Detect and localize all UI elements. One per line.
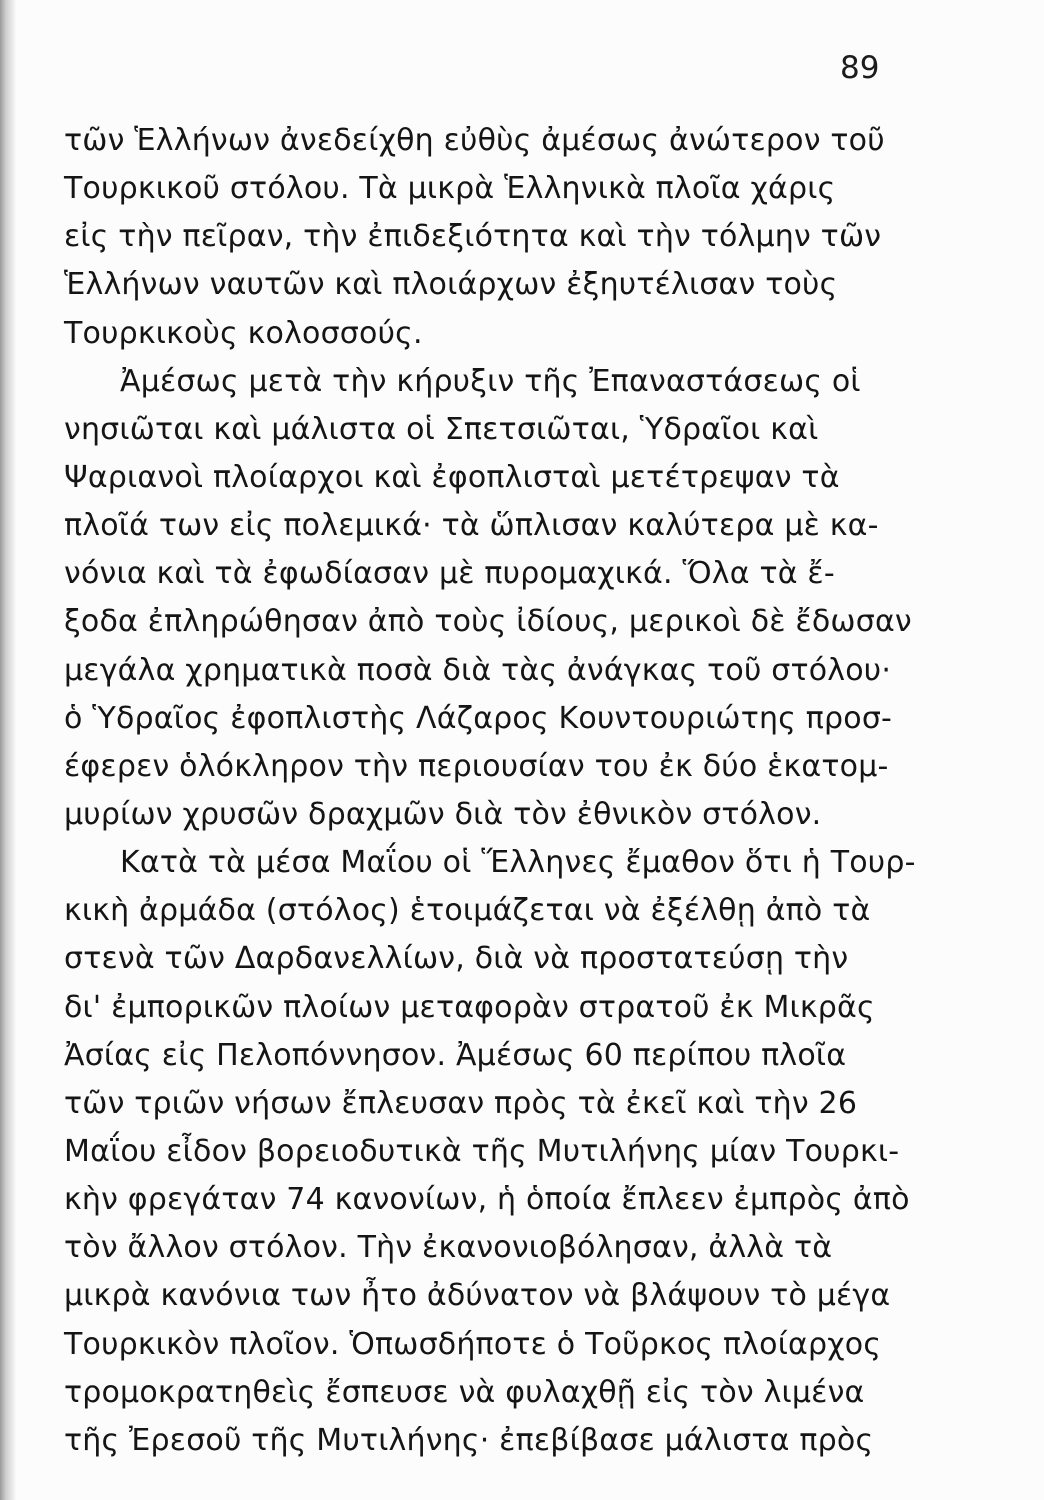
- text-line: τρομοκρατηθεὶς ἔσπευσε νὰ φυλαχθῇ εἰς τὸν λιμένα: [64, 1374, 865, 1410]
- text-line: στενὰ τῶν Δαρδανελλίων, διὰ νὰ προστατεύσῃ τὴν: [64, 941, 849, 977]
- text-line: νόνια καὶ τὰ ἐφωδίασαν μὲ πυρομαχικά. Ὅλα τὰ ἔ-: [64, 556, 835, 592]
- text-line: νησιῶται καὶ μάλιστα οἱ Σπετσιῶται, Ὑδραῖοι καὶ: [64, 411, 819, 447]
- text-line: πλοῖά των εἰς πολεμικά· τὰ ὥπλισαν καλύτερα μὲ κα-: [64, 508, 879, 544]
- text-line: μυρίων χρυσῶν δραχμῶν διὰ τὸν ἐθνικὸν στόλον.: [64, 796, 822, 832]
- text-line: έφερεν ὁλόκληρον τὴν περιουσίαν του ἐκ δύο ἑκατομ-: [64, 748, 889, 784]
- text-line: μικρὰ κανόνια των ἦτο ἀδύνατον νὰ βλάψουν τὸ μέγα: [64, 1278, 891, 1314]
- body-text: [64, 117, 924, 1465]
- text-line: Τουρκικοὺς κολοσσούς.: [64, 315, 423, 351]
- text-line: ὁ Ὑδραῖος ἐφοπλιστὴς Λάζαρος Κουντουριώτης προσ-: [64, 700, 893, 736]
- text-line: Τουρκικὸν πλοῖον. Ὁπωσδήποτε ὁ Τοῦρκος πλοίαρχος: [64, 1326, 882, 1362]
- text-line: κὴν φρεγάταν 74 κανονίων, ἡ ὁποία ἔπλεεν ἐμπρὸς ἀπὸ: [64, 1182, 910, 1218]
- text-line: δι' ἐμπορικῶν πλοίων μεταφορὰν στρατοῦ ἐκ Μικρᾶς: [64, 989, 875, 1025]
- book-spine-shadow: [0, 0, 16, 1500]
- paragraph-first-line: Ἀμέσως μετὰ τὴν κήρυξιν τῆς Ἐπαναστάσεως οἱ: [120, 363, 861, 399]
- page-number: 89: [840, 50, 880, 86]
- text-line: Μαΐου εἶδον βορειοδυτικὰ τῆς Μυτιλήνης μίαν Τουρκι-: [64, 1133, 900, 1169]
- text-line: Ψαριανοὶ πλοίαρχοι καὶ ἐφοπλισταὶ μετέτρεψαν τὰ: [64, 459, 840, 495]
- text-line: τῶν Ἑλλήνων ἀνεδείχθη εὐθὺς ἀμέσως ἀνώτερον τοῦ: [64, 123, 885, 158]
- text-line: εἰς τὴν πεῖραν, τὴν ἐπιδεξιότητα καὶ τὴν τόλμην τῶν: [64, 219, 882, 255]
- text-line: τῶν τριῶν νήσων ἔπλευσαν πρὸς τὰ ἐκεῖ καὶ τὴν 26: [64, 1085, 858, 1121]
- text-line: κικὴ ἀρμάδα (στόλος) ἑτοιμάζεται νὰ ἐξέλθῃ ἀπὸ τὰ: [64, 893, 871, 929]
- text-line: Τουρκικοῦ στόλου. Τὰ μικρὰ Ἑλληνικὰ πλοῖα χάρις: [64, 171, 836, 207]
- book-page: [16, 0, 1044, 1500]
- text-line: τὸν ἄλλον στόλον. Τὴν ἐκανονιοβόλησαν, ἀλλὰ τὰ: [64, 1230, 833, 1266]
- text-line: Ἀσίας εἰς Πελοπόννησον. Ἀμέσως 60 περίπου πλοῖα: [64, 1037, 847, 1073]
- text-line: Ἑλλήνων ναυτῶν καὶ πλοιάρχων ἐξηυτέλισαν τοὺς: [64, 267, 838, 303]
- paragraph-first-line: Κατὰ τὰ μέσα Μαΐου οἱ Ἕλληνες ἔμαθον ὅτι ἡ Τουρ-: [120, 845, 916, 881]
- text-line: ξοδα ἐπληρώθησαν ἀπὸ τοὺς ἰδίους, μερικοὶ δὲ ἔδωσαν: [64, 604, 912, 640]
- text-line: μεγάλα χρηματικὰ ποσὰ διὰ τὰς ἀνάγκας τοῦ στόλου·: [64, 652, 892, 688]
- text-line: τῆς Ἐρεσοῦ τῆς Μυτιλήνης· ἐπεβίβασε μάλιστα πρὸς: [64, 1422, 874, 1458]
